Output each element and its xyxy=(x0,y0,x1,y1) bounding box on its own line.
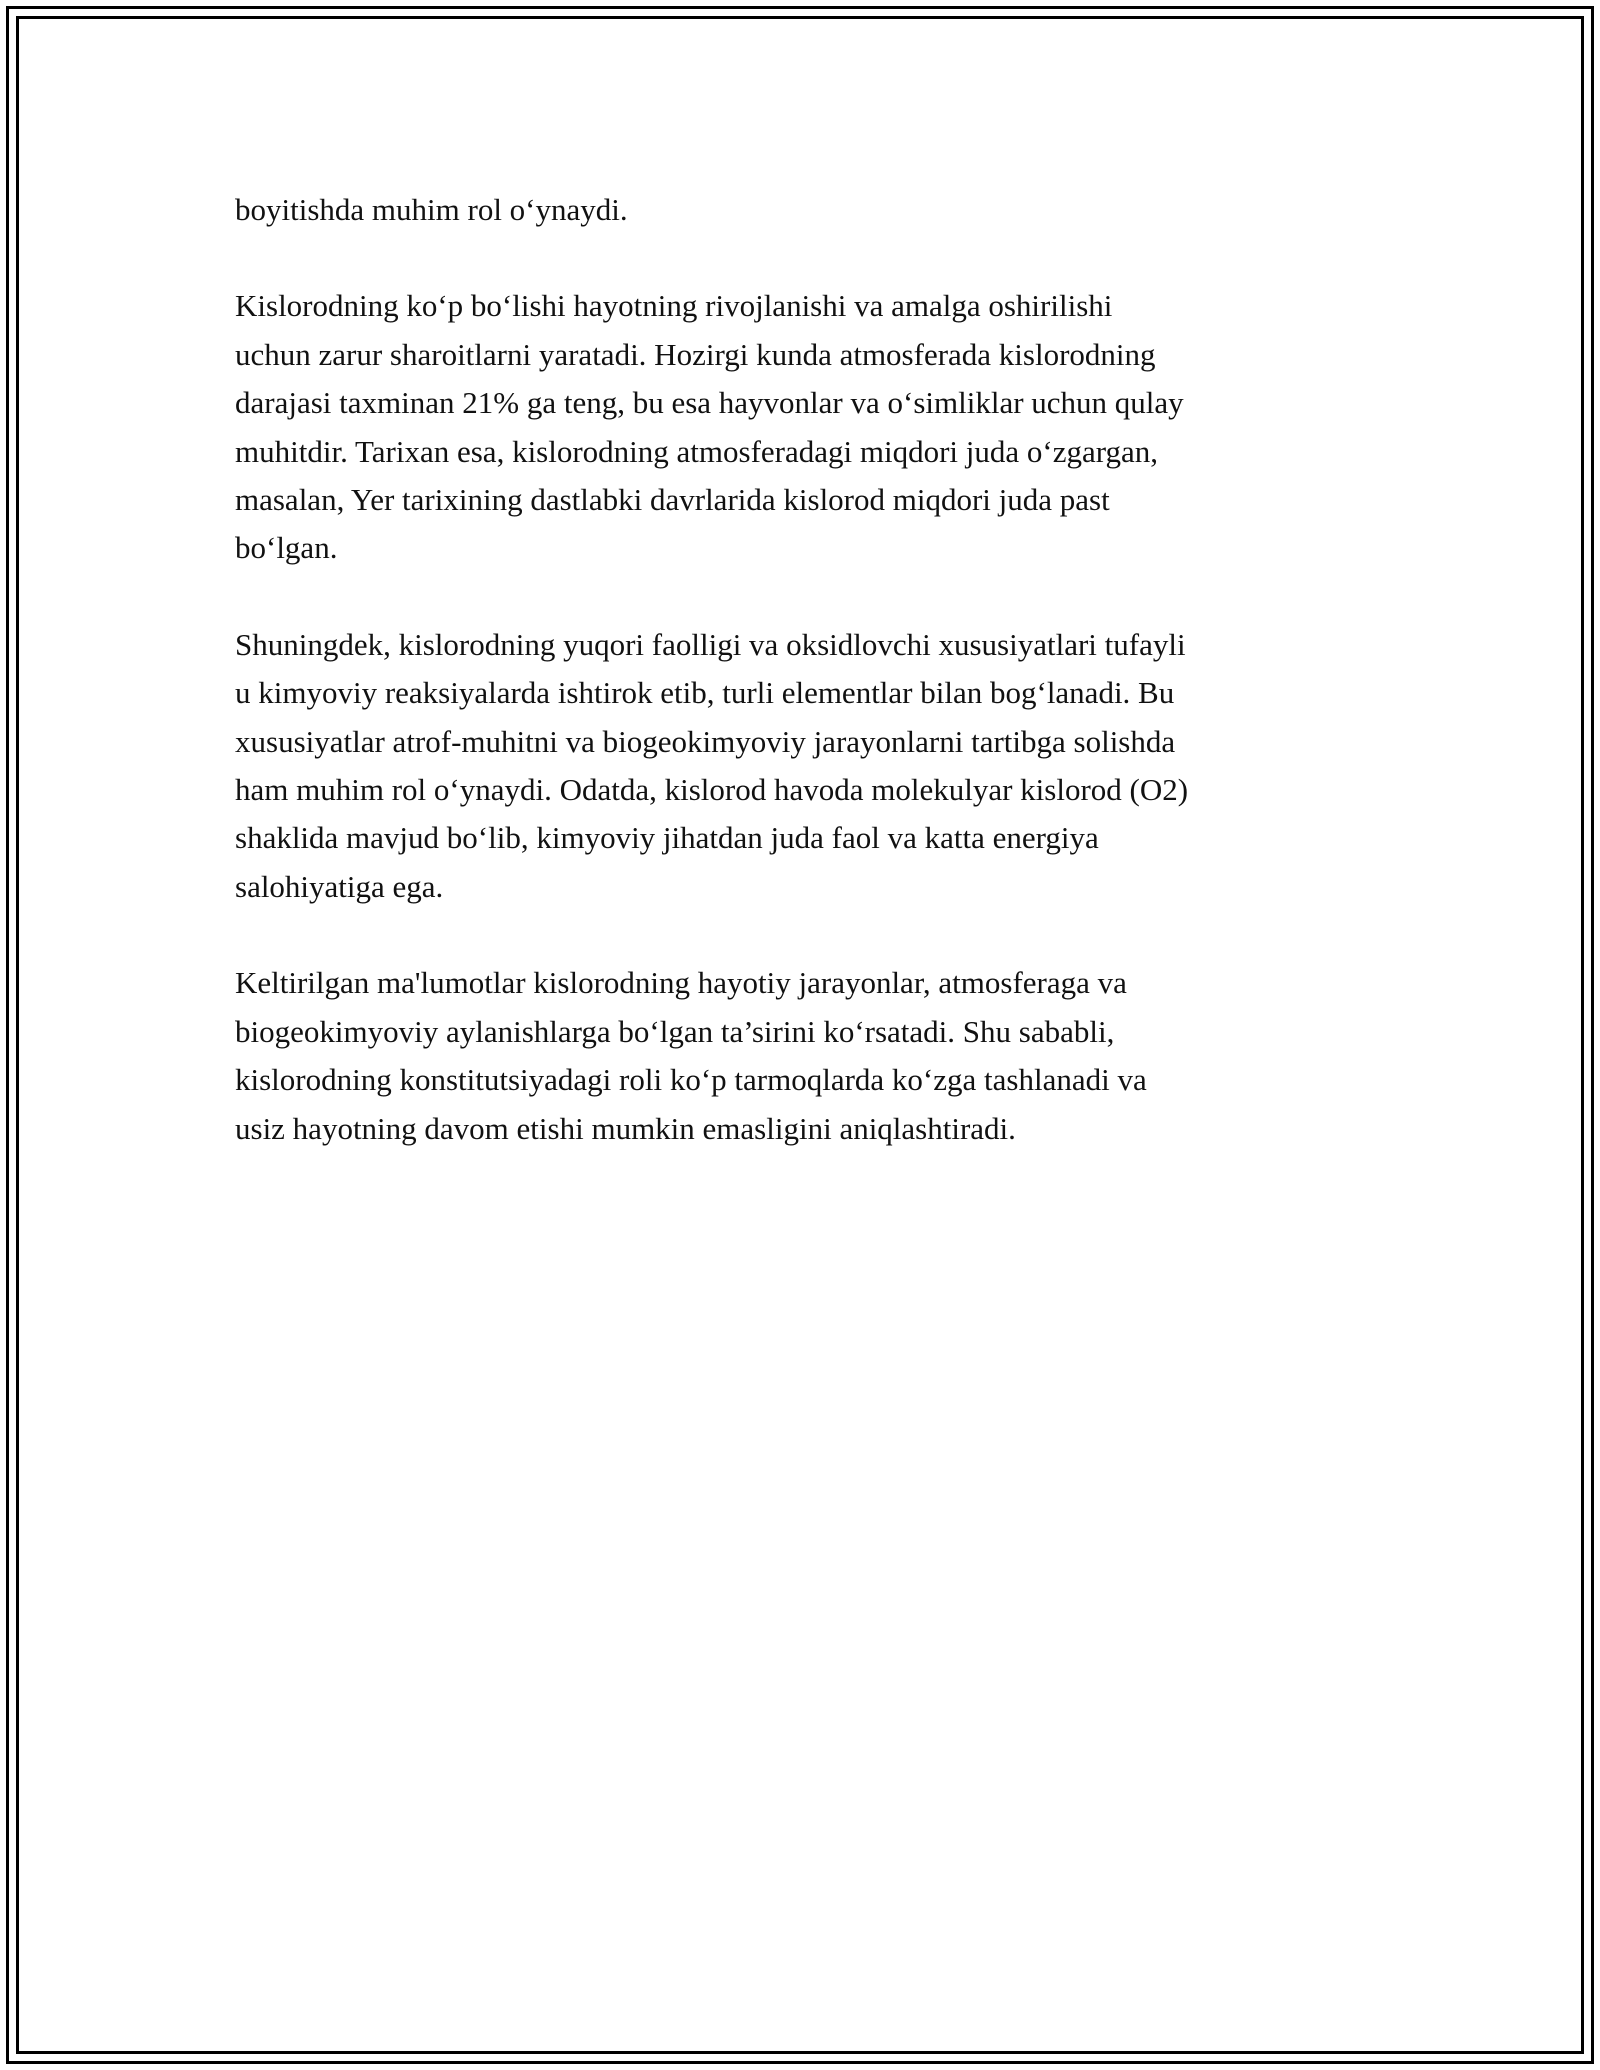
paragraph-2 xyxy=(235,282,1375,572)
text-line: boyitishda muhim rol o‘ynaydi. xyxy=(235,192,628,227)
text-line: shaklida mavjud bo‘lib, kimyoviy jihatdan juda faol va katta energiya xyxy=(235,820,1099,856)
paragraph-1 xyxy=(235,186,1375,234)
document-body xyxy=(235,186,1375,1201)
text-line: salohiyatiga ega. xyxy=(235,868,444,904)
text-line: u kimyoviy reaksiyalarda ishtirok etib, turli elementlar bilan bog‘lanadi. Bu xyxy=(235,675,1175,711)
text-line: muhitdir. Tarixan esa, kislorodning atmosferadagi miqdori juda o‘zgargan, xyxy=(235,433,1159,469)
text-line: uchun zarur sharoitlarni yaratadi. Hozirgi kunda atmosferada kislorodning xyxy=(235,336,1156,372)
text-line: Kislorodning ko‘p bo‘lishi hayotning rivojlanishi va amalga oshirilishi xyxy=(235,288,1113,324)
text-line: usiz hayotning davom etishi mumkin emasligini aniqlashtiradi. xyxy=(235,1110,1016,1146)
text-line: biogeokimyoviy aylanishlarga bo‘lgan ta’sirini ko‘rsatadi. Shu sababli, xyxy=(235,1013,1115,1049)
paragraph-4 xyxy=(235,959,1375,1153)
text-line: masalan, Yer tarixining dastlabki davrlarida kislorod miqdori juda past xyxy=(235,482,1110,518)
text-line: xususiyatlar atrof-muhitni va biogeokimyoviy jarayonlarni tartibga solishda xyxy=(235,723,1176,759)
text-line: darajasi taxminan 21% ga teng, bu esa hayvonlar va o‘simliklar uchun qulay xyxy=(235,385,1184,421)
text-line: kislorodning konstitutsiyadagi roli ko‘p tarmoqlarda ko‘zga tashlanadi va xyxy=(235,1062,1147,1098)
paragraph-3 xyxy=(235,621,1375,911)
text-line: ham muhim rol o‘ynaydi. Odatda, kislorod havoda molekulyar kislorod (O2) xyxy=(235,772,1189,808)
text-line: Shuningdek, kislorodning yuqori faolligi va oksidlovchi xususiyatlari tufayli xyxy=(235,626,1186,662)
text-line: bo‘lgan. xyxy=(235,530,338,566)
text-line: Keltirilgan ma'lumotlar kislorodning hayotiy jarayonlar, atmosferaga va xyxy=(235,965,1127,1001)
